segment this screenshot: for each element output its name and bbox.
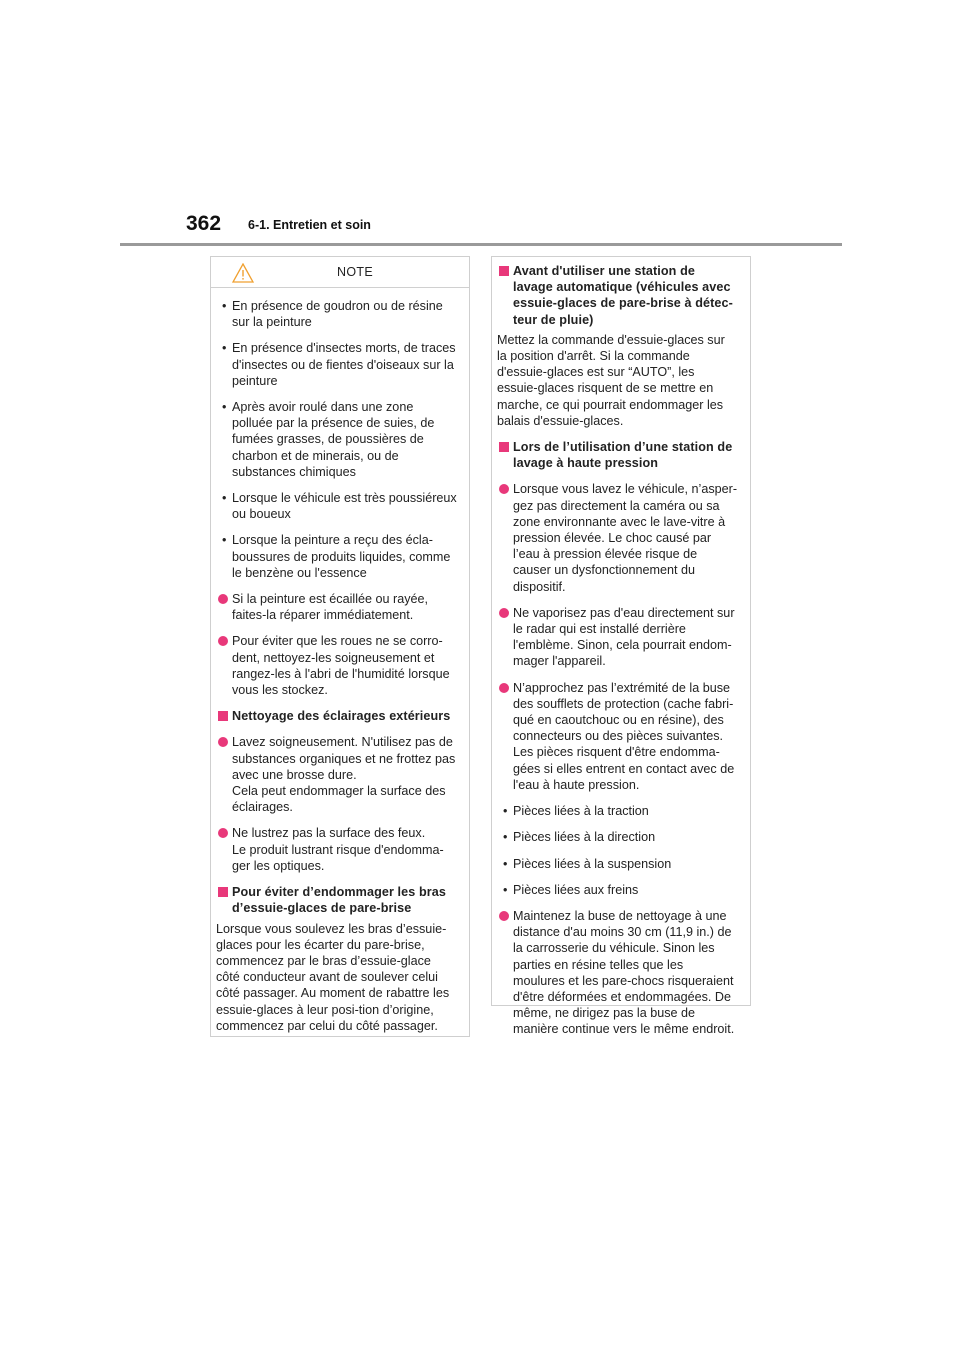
- list-item: Maintenez la buse de nettoyage à une distance d'au moins 30 cm (11,9 in.) de la carrosserie du véhicule. Sinon les parties en résine telles que les moulures et les pare-chocs risqueraient d'être déformées et endommagées. De même, ne dirigez pas la buse de manière continue vers le même endroit.: [497, 908, 738, 1038]
- subheading: Pour éviter d’endommager les bras d’essuie-glaces de pare-brise: [216, 884, 457, 916]
- subheading: Avant d'utiliser une station de lavage automatique (véhicules avec essuie-glaces de pare-brise à détec-teur de pluie): [497, 263, 738, 328]
- list-item: • Pièces liées à la traction: [503, 804, 649, 819]
- list-item: • Pièces liées aux freins: [503, 882, 639, 897]
- circle-bullet-icon: [218, 737, 228, 747]
- subheading: Nettoyage des éclairages extérieurs: [216, 708, 457, 724]
- square-bullet-icon: [218, 887, 228, 897]
- header-rule: [120, 243, 842, 246]
- list-item: Lavez soigneusement. N'utilisez pas de substances organiques et ne frottez pas avec une brosse dure. Cela peut endommager la surface des éclairages.: [216, 734, 457, 815]
- circle-bullet-icon: [499, 911, 509, 921]
- list-item: • Pièces liées à la suspension: [503, 856, 672, 871]
- bullet-mark: •: [503, 856, 508, 871]
- list-item: • Après avoir roulé dans une zone polluée par la présence de suies, de fumées grasses, de poussières de charbon et de minerais, ou de substances chimiques: [222, 400, 435, 479]
- warning-triangle-icon: [232, 263, 254, 283]
- note-box: [210, 256, 470, 1037]
- list-item: Si la peinture est écaillée ou rayée, faites-la réparer immédiatement.: [216, 591, 457, 623]
- content-box: [491, 256, 751, 1037]
- square-bullet-icon: [218, 711, 228, 721]
- circle-bullet-icon: [218, 828, 228, 838]
- list-item: • Lorsque le véhicule est très poussiéreux ou boueux: [222, 491, 457, 522]
- bullet-mark: •: [222, 341, 227, 356]
- list-item: Ne lustrez pas la surface des feux. Le produit lustrant risque d'endomma-ger les optiques.: [216, 825, 457, 874]
- page-number: 362: [186, 212, 222, 235]
- circle-bullet-icon: [499, 683, 509, 693]
- list-item: Pour éviter que les roues ne se corro-dent, nettoyez-les soigneusement et rangez-les à l'abri de l'humidité lorsque vous les stockez.: [216, 633, 457, 698]
- note-label: NOTE: [337, 264, 373, 279]
- circle-bullet-icon: [499, 484, 509, 494]
- bullet-mark: •: [503, 882, 508, 897]
- circle-bullet-icon: [499, 608, 509, 618]
- square-bullet-icon: [499, 442, 509, 452]
- list-item: • En présence de goudron ou de résine sur la peinture: [222, 299, 443, 330]
- list-item: N’approchez pas l’extrémité de la buse des soufflets de protection (cache fabri-qué en caoutchouc ou en résine), des connecteurs ou des pièces suivantes. Les pièces risquent d'être endomma-gées si elles entrent en contact avec de l'eau à haute pression.: [497, 680, 738, 793]
- bullet-mark: •: [503, 804, 508, 819]
- list-item: • Lorsque la peinture a reçu des écla-boussures de produits liquides, comme le benzène ou l'essence: [222, 533, 451, 580]
- section-title: 6-1. Entretien et soin: [248, 218, 371, 232]
- paragraph: Lorsque vous soulevez les bras d’essuie-glaces pour les écarter du pare-brise, commencez par le bras d’essuie-glace côté conducteur avant de soulever celui côté passager. Au moment de rabattre les essuie-glaces à leur posi-tion d’origine, commencez par celui du côté passager.: [216, 921, 450, 1033]
- subheading: Lors de l’utilisation d’une station de lavage à haute pression: [497, 439, 738, 471]
- bullet-mark: •: [222, 299, 227, 313]
- note-header: [211, 257, 469, 288]
- list-item: Ne vaporisez pas d'eau directement sur le radar qui est installé derrière l'emblème. Sinon, cela pourrait endom-mager l'appareil.: [497, 605, 738, 670]
- list-item: • Pièces liées à la direction: [503, 830, 656, 845]
- bullet-mark: •: [222, 491, 227, 506]
- list-item: • En présence d'insectes morts, de traces d'insectes ou de fientes d'oiseaux sur la peinture: [222, 341, 456, 388]
- square-bullet-icon: [499, 266, 509, 276]
- bullet-mark: •: [222, 400, 227, 415]
- circle-bullet-icon: [218, 636, 228, 646]
- list-item: Lorsque vous lavez le véhicule, n’asper-gez pas directement la caméra ou sa zone environnante avec le lave-vitre à pression élevée. Le choc causé par l’eau à pression élevée risque de causer un dysfonctionnement du dispositif.: [497, 481, 738, 594]
- bullet-mark: •: [222, 533, 227, 548]
- bullet-mark: •: [503, 830, 508, 845]
- circle-bullet-icon: [218, 594, 228, 604]
- paragraph: Mettez la commande d'essuie-glaces sur la position d'arrêt. Si la commande d'essuie-glaces est sur “AUTO”, les essuie-glaces risquent de se mettre en marche, ce qui pourrait endommager les balais d'essuie-glaces.: [497, 332, 725, 428]
